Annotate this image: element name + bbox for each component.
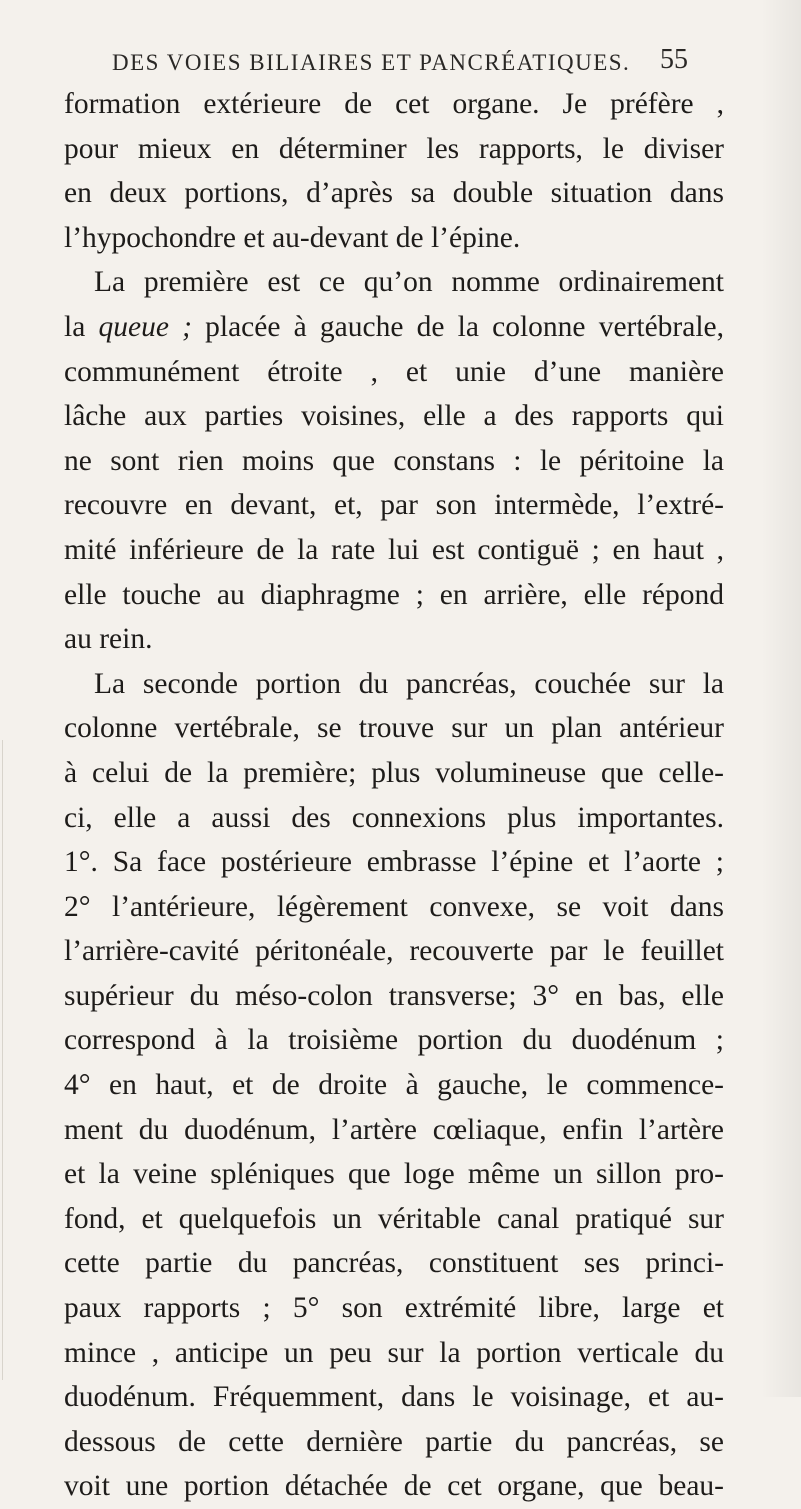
scan-edge-shadow — [761, 0, 801, 1397]
text-line: La seconde portion du pancréas, couchée sur la — [94, 667, 724, 700]
text-line: mité inférieure de la rate lui est contiguë ; en haut , — [64, 533, 724, 566]
text-line: pour mieux en déterminer les rapports, le diviser — [64, 132, 724, 165]
text-line: et la veine spléniques que loge même un sillon pro- — [64, 1158, 724, 1191]
text-line: communément étroite , et unie d’une manière — [64, 355, 724, 388]
text-line: à celui de la première; plus volumineuse que celle- — [64, 756, 724, 789]
text-line: l’arrière-cavité péritonéale, recouverte par le feuillet — [64, 935, 724, 968]
text-line: elle touche au diaphragme ; en arrière, elle répond — [64, 578, 724, 611]
text-line: ne sont rien moins que constans : le péritoine la — [64, 444, 724, 477]
text-fragment: la — [64, 310, 86, 343]
text-line: supérieur du méso-colon transverse; 3° en bas, elle — [64, 979, 724, 1012]
text-line: formation extérieure de cet organe. Je préfère , — [64, 88, 724, 120]
text-line: lâche aux parties voisines, elle a des rapports qui — [64, 400, 724, 433]
text-line: 1°. Sa face postérieure embrasse l’épine et l’aorte ; — [64, 846, 724, 879]
running-header: DES VOIES BILIAIRES ET PANCRÉATIQUES. — [112, 50, 631, 75]
text-line: recouvre en devant, et, par son intermède, l’extré- — [64, 489, 724, 522]
text-line: 2° l’antérieure, légèrement convexe, se voit dans — [64, 890, 724, 923]
text-line: duodénum. Fréquemment, dans le voisinage, et au- — [64, 1381, 724, 1414]
text-line: au rein. — [64, 623, 153, 656]
italic-term: queue ; — [98, 310, 192, 343]
text-line: paux rapports ; 5° son extrémité libre, large et — [64, 1292, 724, 1325]
text-line: en deux portions, d’après sa double situation dans — [64, 177, 724, 210]
text-line: ment du duodénum, l’artère cœliaque, enfin l’artère — [64, 1113, 724, 1146]
text-fragment: placée à gauche de la colonne vertébrale, — [205, 310, 724, 343]
binding-shadow — [2, 740, 3, 1380]
page-body — [64, 82, 724, 1509]
text-line — [64, 305, 724, 350]
text-line: fond, et quelquefois un véritable canal pratiqué sur — [64, 1202, 724, 1235]
text-line: La première est ce qu’on nomme ordinairement — [94, 266, 724, 299]
text-line: 4° en haut, et de droite à gauche, le commence- — [64, 1069, 724, 1102]
text-line: voit une portion détachée de cet organe, que beau- — [64, 1470, 724, 1503]
text-line: l’hypochondre et au-devant de l’épine. — [64, 221, 521, 254]
text-line: colonne vertébrale, se trouve sur un plan antérieur — [64, 712, 724, 745]
page-number: 55 — [660, 44, 688, 75]
text-line: mince , anticipe un peu sur la portion verticale du — [64, 1336, 724, 1369]
text-line: cette partie du pancréas, constituent ses princi- — [64, 1247, 724, 1280]
text-line: dessous de cette dernière partie du pancréas, se — [64, 1425, 724, 1458]
text-line: ci, elle a aussi des connexions plus importantes. — [64, 801, 724, 834]
text-line: correspond à la troisième portion du duodénum ; — [64, 1024, 724, 1057]
